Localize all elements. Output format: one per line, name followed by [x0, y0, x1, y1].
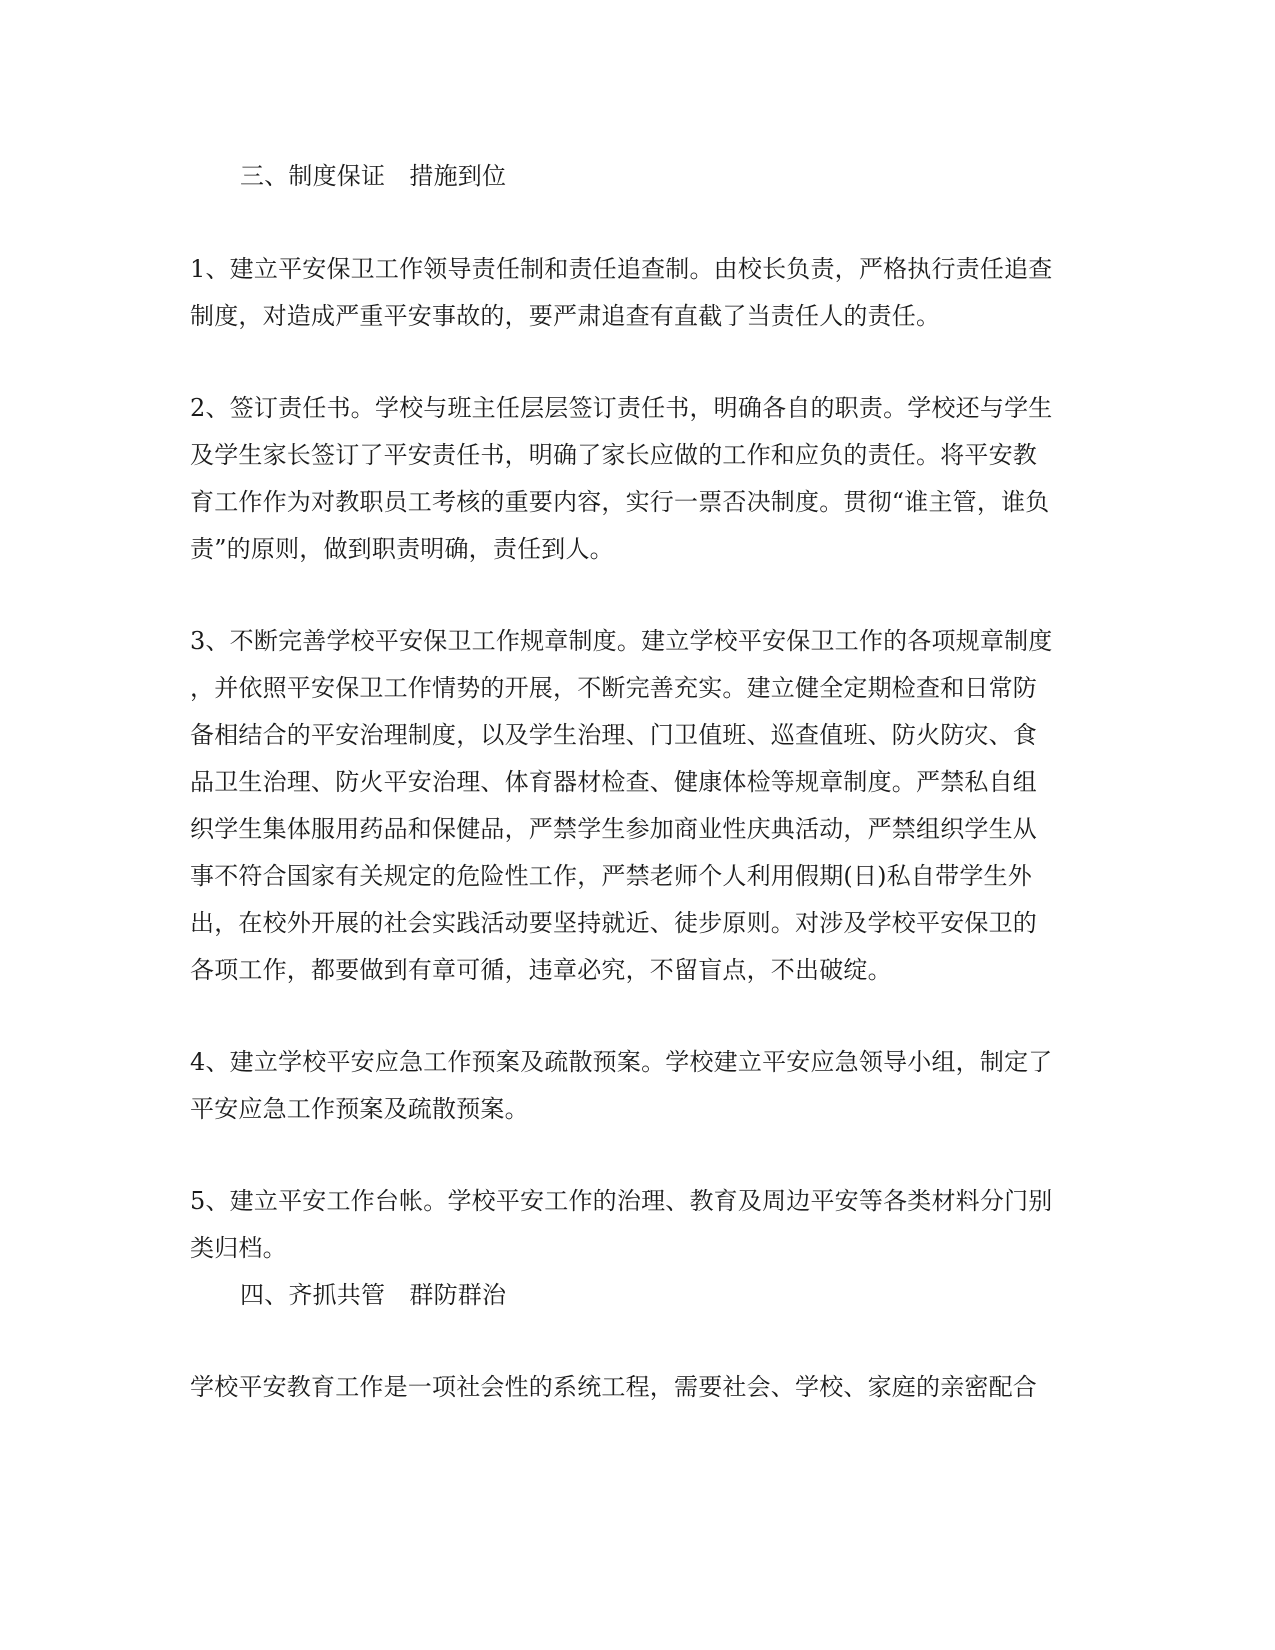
section-heading-4: 四、齐抓共管 群防群治	[240, 1281, 507, 1309]
item-5-line-2: 类归档。	[190, 1234, 287, 1262]
item-5-line-1: 5、建立平安工作台帐。学校平安工作的治理、教育及周边平安等各类材料分门别	[190, 1187, 1053, 1215]
item-3-line-6: 事不符合国家有关规定的危险性工作，严禁老师个人利用假期(日)私自带学生外	[190, 862, 1032, 890]
closing-line-1: 学校平安教育工作是一项社会性的系统工程，需要社会、学校、家庭的亲密配合	[190, 1373, 1037, 1401]
section-heading-3: 三、制度保证 措施到位	[240, 162, 507, 190]
item-4-line-2: 平安应急工作预案及疏散预案。	[190, 1095, 529, 1123]
item-1-line-1: 1、建立平安保卫工作领导责任制和责任追查制。由校长负责，严格执行责任追查	[190, 255, 1053, 283]
item-3-line-8: 各项工作，都要做到有章可循，违章必究，不留盲点，不出破绽。	[190, 956, 892, 984]
item-2-line-2: 及学生家长签订了平安责任书，明确了家长应做的工作和应负的责任。将平安教	[190, 441, 1037, 469]
item-2-line-1: 2、签订责任书。学校与班主任层层签订责任书，明确各自的职责。学校还与学生	[190, 394, 1053, 422]
item-3-line-4: 品卫生治理、防火平安治理、体育器材检查、健康体检等规章制度。严禁私自组	[190, 768, 1037, 796]
item-3-line-1: 3、不断完善学校平安保卫工作规章制度。建立学校平安保卫工作的各项规章制度	[190, 627, 1053, 655]
item-1-line-2: 制度，对造成严重平安事故的，要严肃追查有直截了当责任人的责任。	[190, 302, 941, 330]
item-3-line-5: 织学生集体服用药品和保健品，严禁学生参加商业性庆典活动，严禁组织学生从	[190, 815, 1037, 843]
item-4-line-1: 4、建立学校平安应急工作预案及疏散预案。学校建立平安应急领导小组，制定了	[190, 1048, 1053, 1076]
item-3-line-2: ，并依照平安保卫工作情势的开展，不断完善充实。建立健全定期检查和日常防	[190, 674, 1037, 702]
item-2-line-3: 育工作作为对教职员工考核的重要内容，实行一票否决制度。贯彻“谁主管，谁负	[190, 488, 1050, 516]
item-2-line-4: 责”的原则，做到职责明确，责任到人。	[190, 535, 614, 563]
item-3-line-3: 备相结合的平安治理制度，以及学生治理、门卫值班、巡查值班、防火防灾、食	[190, 721, 1037, 749]
item-3-line-7: 出，在校外开展的社会实践活动要坚持就近、徒步原则。对涉及学校平安保卫的	[190, 909, 1037, 937]
